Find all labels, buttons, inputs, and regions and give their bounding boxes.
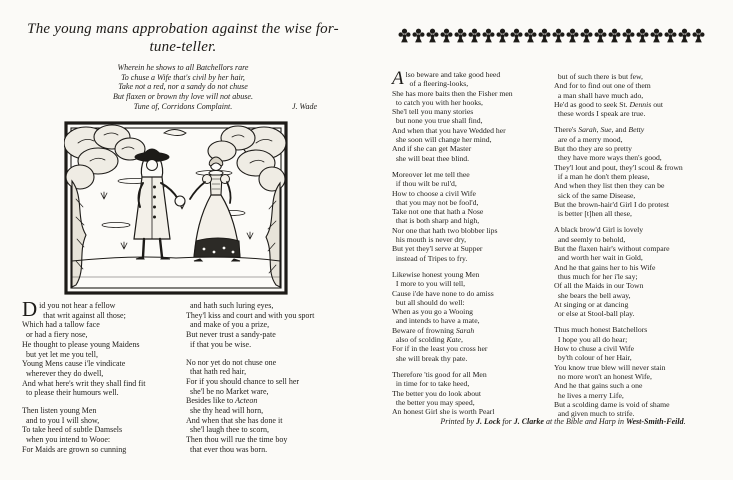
verse-line: How to choose a civil Wife bbox=[392, 188, 476, 198]
verse-line: his mouth is never dry, bbox=[392, 235, 467, 245]
verse-line: wherever they do dwell, bbox=[22, 368, 104, 378]
stanza bbox=[186, 358, 364, 455]
right-page-column-2 bbox=[554, 72, 732, 425]
fleuron-icon bbox=[496, 28, 509, 44]
fleuron-ornament bbox=[496, 28, 509, 44]
stanza bbox=[22, 297, 184, 398]
verse-line: if thou wilt be rul'd, bbox=[392, 179, 457, 189]
verse-line: or else at Stool-ball play. bbox=[554, 309, 635, 319]
verse-line: she soon will change her mind, bbox=[392, 135, 492, 145]
fleuron-icon bbox=[398, 28, 411, 44]
verse-line: and worth her wait in Gold, bbox=[554, 253, 643, 263]
verse-line: or had a fiery nose, bbox=[22, 330, 88, 340]
verse-line: For if in the least you cross her bbox=[392, 344, 488, 354]
verse-line: To take heed of subtle Damsels bbox=[22, 425, 123, 435]
verse-line: They'l lout and pout, they'l scoul & frown bbox=[554, 162, 683, 172]
verse-line: of a fleering-looks, bbox=[405, 79, 469, 89]
left-page-column-1 bbox=[22, 297, 184, 463]
fleuron-ornament bbox=[692, 28, 705, 44]
woodcut-illustration bbox=[64, 121, 288, 295]
verse-line: and hath such luring eyes, bbox=[186, 301, 274, 310]
fleuron-ornament bbox=[594, 28, 607, 44]
verse-line: if a man he don't them please, bbox=[554, 171, 650, 181]
verse-line: For if you should chance to sell her bbox=[186, 376, 300, 386]
verse-line: that you may not be fool'd, bbox=[392, 197, 479, 207]
verse-line: to please their humours well. bbox=[22, 388, 119, 398]
verse-line: but of such there is but few, bbox=[554, 72, 643, 81]
verse-line: lso beware and take good heed bbox=[405, 70, 501, 79]
verse-line: she bears the bell away, bbox=[554, 290, 631, 300]
ornament-row bbox=[390, 27, 712, 45]
verse-line: they have more ways then's good, bbox=[554, 153, 662, 163]
verse-line: And he that gains such a one bbox=[554, 381, 643, 391]
fleuron-ornament bbox=[636, 28, 649, 44]
fleuron-ornament bbox=[454, 28, 467, 44]
verse-line: There's Sarah, Sue, and Betty bbox=[554, 125, 645, 135]
verse-line: she thy head will horn, bbox=[186, 406, 264, 416]
fleuron-icon bbox=[622, 28, 635, 44]
fleuron-icon bbox=[524, 28, 537, 44]
right-page bbox=[366, 0, 733, 480]
fleuron-icon bbox=[594, 28, 607, 44]
verse-line: that ever thou was born. bbox=[186, 444, 268, 454]
verse-line: No nor yet do not chuse one bbox=[186, 357, 277, 367]
verse-line: He'd as good to seek St. Dennis out bbox=[554, 99, 664, 109]
verse-line: I hope you all do hear; bbox=[554, 334, 628, 344]
fleuron-ornament bbox=[482, 28, 495, 44]
verse-line: but none you true shall find, bbox=[392, 116, 483, 126]
verse-line: When as you go a Wooing bbox=[392, 307, 474, 317]
fleuron-icon bbox=[678, 28, 691, 44]
stanza bbox=[392, 370, 554, 416]
verse-line: He thought to please young Maidens bbox=[22, 339, 140, 349]
verse-line: And he that gains her to his Wife bbox=[554, 262, 656, 272]
fleuron-icon bbox=[552, 28, 565, 44]
verse-line: that hath red hair, bbox=[186, 367, 247, 377]
verse-line: But a scolding dame is void of shame bbox=[554, 399, 670, 409]
stanza bbox=[22, 406, 184, 455]
stanza bbox=[392, 70, 554, 163]
fleuron-icon bbox=[664, 28, 677, 44]
fleuron-ornament bbox=[538, 28, 551, 44]
verse-line: but yet let me you tell, bbox=[22, 349, 98, 359]
verse-line: Which had a tallow face bbox=[22, 320, 100, 330]
verse-line: in time for to take heed, bbox=[392, 379, 470, 389]
verse-line: Then listen young Men bbox=[22, 406, 97, 416]
drop-cap: A bbox=[392, 68, 404, 89]
verse-line: are of a merry mood, bbox=[554, 134, 623, 144]
fleuron-ornament bbox=[440, 28, 453, 44]
fleuron-ornament bbox=[552, 28, 565, 44]
fleuron-ornament bbox=[566, 28, 579, 44]
verse-line: he lives a merry Life, bbox=[554, 390, 624, 400]
verse-line: Young Mens cause i'le vindicate bbox=[22, 359, 126, 369]
verse-line: She'l tell you many stories bbox=[392, 107, 474, 117]
verse-line: no more won't an honest Wife, bbox=[554, 371, 652, 381]
verse-line: sick of the same Disease, bbox=[554, 190, 636, 200]
stanza bbox=[554, 225, 732, 318]
verse-line: At singing or at dancing bbox=[554, 299, 629, 309]
fleuron-icon bbox=[412, 28, 425, 44]
tune-line-row bbox=[0, 102, 366, 111]
verse-line: the better you may speed, bbox=[392, 397, 475, 407]
verse-line: The better you do look about bbox=[392, 388, 482, 398]
ballad-title-line2: tune-teller. bbox=[149, 39, 217, 55]
fleuron-ornament bbox=[664, 28, 677, 44]
verse-line: id you not hear a fellow bbox=[39, 301, 116, 310]
verse-line: A black brow'd Girl is lovely bbox=[554, 225, 644, 235]
verse-line: and intends to have a mate, bbox=[392, 316, 480, 326]
tune-line: Tune of, Corridons Complaint. bbox=[133, 102, 233, 111]
verse-line: And when that you have Wedded her bbox=[392, 125, 506, 135]
fleuron-ornament bbox=[622, 28, 635, 44]
verse-line: that is both sharp and high, bbox=[392, 216, 480, 226]
verse-line: You know true blew will never stain bbox=[554, 362, 666, 372]
verse-line: Take not one that hath a Nose bbox=[392, 207, 484, 217]
left-page bbox=[0, 0, 366, 480]
ballad-title-line1: The young mans approbation against the wise for- bbox=[27, 21, 339, 37]
verse-line: but all should do well: bbox=[392, 297, 465, 307]
verse-line: also of scolding Kate, bbox=[392, 335, 463, 345]
verse-line: But yet they'l serve at Supper bbox=[392, 244, 483, 254]
verse-line: when you intend to Wooe: bbox=[22, 435, 111, 445]
left-page-column-2 bbox=[186, 301, 364, 463]
fleuron-icon bbox=[608, 28, 621, 44]
fleuron-icon bbox=[566, 28, 579, 44]
verse-line: Cause i'de have none to do amiss bbox=[392, 288, 494, 298]
verse-line: And what here's writ they shall find fit bbox=[22, 378, 146, 388]
verse-line: And for to find out one of them bbox=[554, 81, 651, 91]
fleuron-ornament bbox=[398, 28, 411, 44]
epigraph bbox=[0, 63, 366, 101]
epigraph-line: Wherein he shows to all Batchellors rare bbox=[117, 63, 249, 72]
author-name: J. Wade bbox=[292, 102, 318, 111]
verse-line: and seemly to behold, bbox=[554, 234, 626, 244]
fleuron-ornament bbox=[510, 28, 523, 44]
verse-line: Then thou will rue the time boy bbox=[186, 435, 288, 445]
epigraph-line: But flaxen or brown thy love will not abuse. bbox=[113, 91, 253, 101]
fleuron-icon bbox=[426, 28, 439, 44]
verse-line: to catch you with her hooks, bbox=[392, 97, 483, 107]
verse-line: How to chuse a civil Wife bbox=[554, 344, 635, 354]
fleuron-ornament bbox=[608, 28, 621, 44]
verse-line: these words I speak are true. bbox=[554, 109, 646, 119]
epigraph-line: To chuse a Wife that's civil by her hair, bbox=[121, 72, 245, 82]
verse-line: But never trust a sandy-pate bbox=[186, 330, 276, 340]
ballad-title bbox=[0, 20, 366, 56]
verse-line: And when they list then they can be bbox=[554, 181, 665, 191]
fleuron-ornament bbox=[426, 28, 439, 44]
fleuron-ornament bbox=[468, 28, 481, 44]
verse-line: she will beat thee blind. bbox=[392, 153, 470, 163]
verse-line: Thus much honest Batchellors bbox=[554, 325, 648, 335]
verse-line: she'l be no Market ware, bbox=[186, 386, 269, 396]
verse-line: And when that she has done it bbox=[186, 415, 283, 425]
verse-line: And if she can get Master bbox=[392, 144, 472, 154]
verse-line: Beware of frowning Sarah bbox=[392, 325, 475, 335]
verse-line: a man shall have much ado, bbox=[554, 90, 644, 100]
verse-line: and make of you a prize, bbox=[186, 320, 270, 330]
fleuron-icon bbox=[636, 28, 649, 44]
verse-line: is better [t]hen all these, bbox=[554, 209, 632, 219]
verse-line: They'l kiss and court and with you sport bbox=[186, 310, 315, 320]
stanza bbox=[554, 125, 732, 218]
verse-line: if that you be wise. bbox=[186, 339, 252, 349]
fleuron-ornament bbox=[412, 28, 425, 44]
epigraph-line: Take not a red, nor a sandy do not chuse bbox=[118, 82, 248, 92]
verse-line: But the brown-hair'd Girl I do protest bbox=[554, 199, 669, 209]
verse-line: Moreover let me tell thee bbox=[392, 169, 470, 179]
stanza bbox=[392, 170, 554, 263]
verse-line: instead of Tripes to fry. bbox=[392, 253, 468, 263]
fleuron-icon bbox=[510, 28, 523, 44]
stanza bbox=[554, 72, 732, 118]
fleuron-icon bbox=[692, 28, 705, 44]
verse-line: Likewise honest young Men bbox=[392, 269, 480, 279]
verse-line: Besides like to Acteon bbox=[186, 396, 258, 406]
stanza bbox=[392, 270, 554, 363]
verse-line: by'th colour of her Hair, bbox=[554, 353, 632, 363]
fleuron-icon bbox=[454, 28, 467, 44]
fleuron-icon bbox=[650, 28, 663, 44]
stanza bbox=[554, 325, 732, 418]
verse-line: she'l laugh thee to scorn, bbox=[186, 425, 269, 435]
verse-line: But tho they are so pretty bbox=[554, 144, 632, 154]
verse-line: she will break thy pate. bbox=[392, 353, 468, 363]
verse-line: An honest Girl she is worth Pearl bbox=[392, 407, 495, 417]
verse-line: But the flaxen hair's without compare bbox=[554, 244, 670, 254]
verse-line: Of all the Maids in our Town bbox=[554, 281, 644, 291]
fleuron-ornament bbox=[650, 28, 663, 44]
fleuron-icon bbox=[468, 28, 481, 44]
verse-line: and to you I will show, bbox=[22, 415, 100, 425]
verse-line: and given much to strife. bbox=[554, 409, 635, 419]
verse-line: Nor one that hath two blobber lips bbox=[392, 225, 498, 235]
fleuron-ornament bbox=[678, 28, 691, 44]
verse-line: For Maids are grown so cunning bbox=[22, 444, 127, 454]
verse-line: Therefore 'tis good for all Men bbox=[392, 369, 487, 379]
stanza bbox=[186, 301, 364, 350]
right-page-column-1 bbox=[392, 70, 554, 423]
fleuron-icon bbox=[440, 28, 453, 44]
fleuron-icon bbox=[538, 28, 551, 44]
verse-line: She has more baits then the Fisher men bbox=[392, 88, 513, 98]
fleuron-ornament bbox=[524, 28, 537, 44]
fleuron-icon bbox=[580, 28, 593, 44]
fleuron-ornament bbox=[580, 28, 593, 44]
fleuron-icon bbox=[482, 28, 495, 44]
imprint-line: Printed by J. Lock for J. Clarke at the Bible and Harp in West-Smith-Feild. bbox=[440, 417, 686, 426]
verse-line: thus much for her i'le say; bbox=[554, 271, 638, 281]
drop-cap: D bbox=[22, 297, 38, 321]
verse-line: I more to you will tell, bbox=[392, 279, 466, 289]
verse-line: that writ against all those; bbox=[39, 310, 126, 320]
